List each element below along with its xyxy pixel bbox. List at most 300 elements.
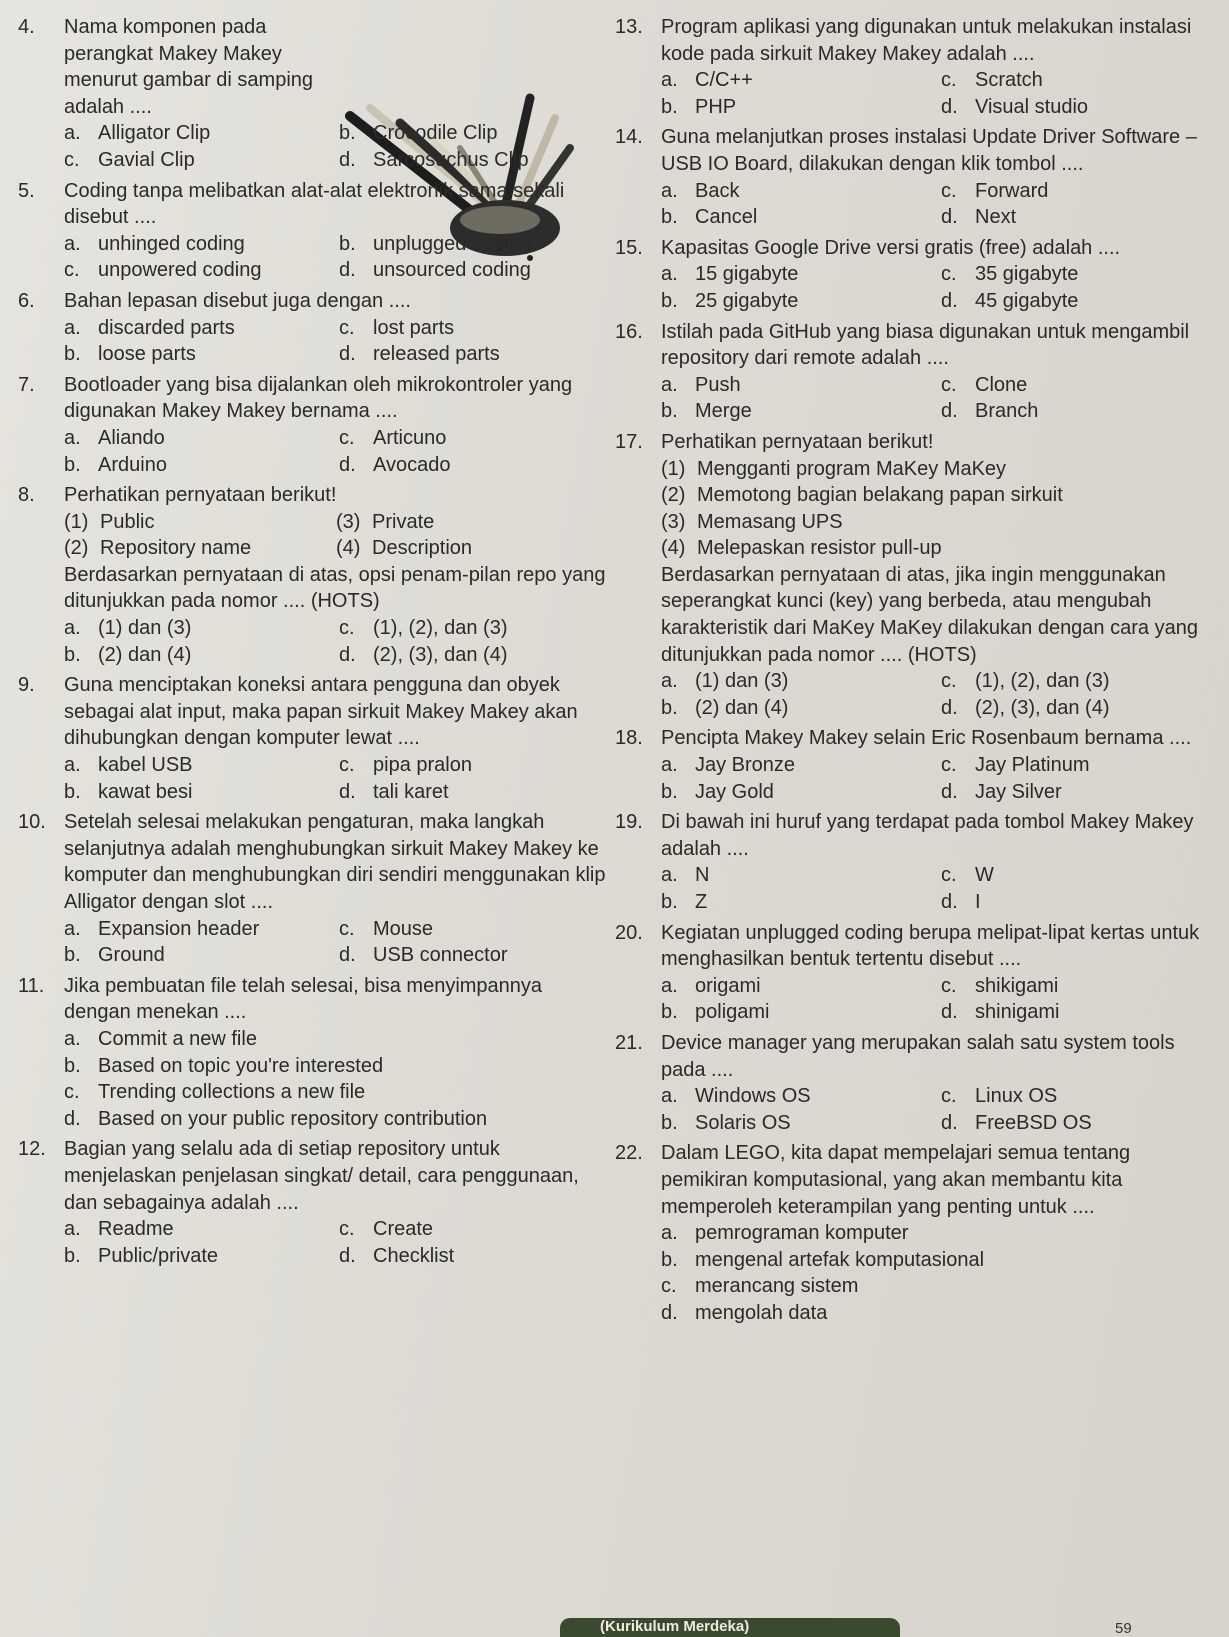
option-text: Crocodile Clip — [373, 122, 498, 145]
option-letter: b. — [64, 453, 81, 476]
answer-option — [339, 642, 608, 669]
question-item — [615, 319, 1215, 425]
option-list — [661, 67, 1215, 120]
answer-option — [661, 204, 935, 231]
option-text: Mouse — [373, 917, 434, 940]
statement-text: Memotong bagian belakang papan sirkuit — [697, 484, 1063, 507]
option-letter: a. — [661, 1085, 678, 1108]
option-text: Merge — [695, 400, 752, 423]
answer-option — [339, 147, 608, 174]
option-list — [64, 315, 608, 368]
option-letter: b. — [339, 232, 356, 255]
statement-number: (4) — [661, 537, 686, 560]
question-number: 10. — [18, 811, 46, 834]
option-text: (2) dan (4) — [695, 696, 789, 719]
option-list — [661, 1220, 1215, 1326]
question-stem: Perhatikan pernyataan berikut! — [661, 430, 934, 453]
answer-option — [661, 1273, 1215, 1300]
option-letter: d. — [941, 891, 958, 913]
option-text: C/C++ — [695, 69, 753, 92]
answer-option — [661, 999, 935, 1026]
question-number: 21. — [615, 1031, 643, 1054]
statement-number: (2) — [64, 537, 89, 560]
answer-option — [339, 942, 608, 969]
statement-number: (3) — [336, 510, 361, 533]
question-stem: Kegiatan unplugged coding berupa melipat-lipat kertas untuk menghasilkan bentuk tertentu disebut .... — [661, 921, 1200, 971]
option-text: Ground — [98, 944, 165, 967]
question-stem: Coding tanpa melibatkan alat-alat elektronik sama sekali disebut .... — [64, 179, 565, 229]
option-letter: d. — [941, 1111, 958, 1134]
question-number: 6. — [18, 289, 35, 312]
answer-option — [661, 261, 935, 288]
option-text: Z — [695, 891, 708, 913]
option-text: 15 gigabyte — [695, 263, 799, 286]
question-number: 11. — [18, 974, 45, 997]
option-letter: c. — [339, 617, 355, 640]
statement-text: Public — [100, 510, 155, 533]
option-text: Push — [695, 373, 741, 396]
question-stem: Guna melanjutkan proses instalasi Update Driver Software – USB IO Board, dilakukan dengan klik tombol .... — [661, 126, 1197, 175]
option-letter: d. — [941, 95, 958, 118]
option-text: shinigami — [975, 1001, 1060, 1024]
answer-option — [661, 668, 935, 695]
option-text: Scratch — [975, 69, 1043, 92]
option-letter: d. — [941, 696, 958, 719]
question-item — [615, 809, 1215, 915]
option-letter: d. — [339, 148, 356, 171]
answer-option — [661, 1220, 1215, 1247]
option-letter: d. — [339, 944, 356, 967]
answer-option — [64, 341, 333, 368]
option-letter: d. — [339, 259, 356, 282]
statement-item — [661, 509, 1215, 536]
question-stem: Dalam LEGO, kita dapat mempelajari semua tentang pemikiran komputasional, yang akan membantu kita memperoleh keterampilan yang penting untuk .... — [661, 1142, 1131, 1218]
question-stem: Bahan lepasan disebut juga dengan .... — [64, 289, 411, 312]
question-number: 17. — [615, 430, 643, 453]
question-stem: Setelah selesai melakukan pengaturan, maka langkah selanjutnya adalah menghubungkan sirkuit Makey Makey ke komputer dan menghubungkan diri sendiri menggunakan klip Alligator dengan slot .... — [64, 811, 606, 913]
option-text: Based on your public repository contribution — [98, 1107, 488, 1130]
option-letter: b. — [661, 696, 678, 719]
option-text: W — [975, 864, 994, 887]
option-letter: b. — [661, 1111, 678, 1134]
answer-option — [941, 204, 1215, 231]
option-list — [64, 231, 608, 284]
question-number: 12. — [18, 1138, 46, 1161]
option-text: USB connector — [373, 944, 508, 967]
option-text: (1) dan (3) — [695, 670, 789, 693]
option-letter: b. — [64, 1244, 81, 1267]
answer-option — [64, 1243, 333, 1270]
option-text: (1), (2), dan (3) — [975, 670, 1110, 693]
answer-option — [64, 147, 333, 174]
option-list — [64, 425, 608, 478]
option-letter: c. — [661, 1275, 677, 1298]
option-text: Expansion header — [98, 917, 260, 940]
statement-text: Memasang UPS — [697, 510, 843, 533]
option-text: poligami — [695, 1001, 770, 1024]
option-letter: b. — [661, 206, 678, 229]
option-letter: a. — [661, 373, 678, 396]
answer-option — [661, 288, 935, 315]
statement-number: (3) — [661, 510, 686, 533]
option-text: Arduino — [98, 453, 167, 476]
option-letter: a. — [661, 754, 678, 777]
option-list — [64, 1026, 608, 1132]
answer-option — [64, 642, 333, 669]
statement-text: Melepaskan resistor pull-up — [697, 537, 942, 560]
option-text: mengenal artefak komputasional — [695, 1248, 985, 1271]
option-letter: a. — [64, 122, 81, 145]
option-list — [64, 120, 608, 173]
answer-option — [64, 257, 333, 284]
option-list — [661, 178, 1215, 231]
option-text: Jay Bronze — [695, 754, 796, 777]
answer-option — [64, 916, 333, 943]
answer-option — [941, 178, 1215, 205]
option-text: Sarcosuchus Clip — [373, 148, 529, 171]
answer-option — [339, 452, 608, 479]
option-text: Next — [975, 206, 1017, 229]
option-text: Jay Gold — [695, 780, 774, 803]
answer-option — [339, 120, 608, 147]
question-stem: Nama komponen pada perangkat Makey Makey menurut gambar di samping adalah .... — [64, 16, 314, 118]
option-letter: a. — [64, 754, 81, 777]
option-list — [661, 668, 1215, 721]
option-text: 35 gigabyte — [975, 263, 1079, 286]
question-stem-continued: Berdasarkan pernyataan di atas, jika ingin menggunakan seperangkat kunci (key) yang berbeda, atau mengubah karakteristik dari MaKey MaKey dilakukan dengan cara yang ditunjukkan pada nomor .... (HOTS) — [661, 563, 1198, 666]
option-letter: d. — [941, 289, 958, 312]
answer-option — [64, 942, 333, 969]
option-list — [64, 615, 608, 668]
option-letter: c. — [64, 1081, 80, 1104]
question-number: 19. — [615, 811, 643, 834]
option-letter: d. — [339, 1244, 356, 1267]
answer-option — [941, 288, 1215, 315]
question-number: 14. — [615, 126, 643, 149]
question-item — [615, 1030, 1215, 1136]
answer-option — [661, 1247, 1215, 1274]
option-text: released parts — [373, 343, 500, 366]
statement-item — [661, 535, 1215, 562]
option-text: Trending collections a new file — [98, 1081, 366, 1104]
answer-option — [64, 1216, 333, 1243]
option-letter: a. — [661, 864, 678, 887]
option-text: Cancel — [695, 206, 758, 229]
statement-item — [336, 535, 608, 562]
option-letter: d. — [339, 453, 356, 476]
option-letter: b. — [339, 122, 356, 145]
answer-option — [339, 1243, 608, 1270]
option-letter: b. — [64, 643, 81, 666]
answer-option — [64, 779, 333, 806]
option-text: origami — [695, 974, 761, 997]
option-text: Avocado — [373, 453, 451, 476]
option-letter: b. — [661, 780, 678, 803]
option-text: Readme — [98, 1218, 174, 1241]
option-text: Clone — [975, 373, 1028, 396]
option-text: Back — [695, 179, 740, 202]
question-item — [18, 288, 608, 368]
option-letter: c. — [941, 69, 957, 92]
question-stem: Perhatikan pernyataan berikut! — [64, 484, 337, 507]
option-text: I — [975, 891, 981, 913]
option-letter: d. — [339, 780, 356, 803]
answer-option — [661, 1110, 935, 1137]
option-text: Checklist — [373, 1244, 455, 1267]
question-item — [615, 1140, 1215, 1326]
answer-option — [661, 398, 935, 425]
answer-option — [339, 425, 608, 452]
answer-option — [941, 1083, 1215, 1110]
option-text: loose parts — [98, 343, 196, 366]
option-text: (2) dan (4) — [98, 643, 192, 666]
answer-option — [339, 341, 608, 368]
answer-option — [941, 67, 1215, 94]
option-letter: a. — [64, 232, 81, 255]
option-letter: a. — [661, 179, 678, 202]
answer-option — [661, 372, 935, 399]
question-item — [615, 124, 1215, 230]
option-text: Windows OS — [695, 1085, 811, 1108]
option-text: tali karet — [373, 780, 449, 803]
option-text: kawat besi — [98, 780, 193, 803]
statement-text: Mengganti program MaKey MaKey — [697, 457, 1007, 480]
question-item — [615, 14, 1215, 120]
statement-number: (4) — [336, 537, 361, 560]
option-letter: b. — [661, 289, 678, 312]
option-letter: a. — [661, 974, 678, 997]
question-item — [615, 920, 1215, 1026]
option-letter: c. — [64, 259, 80, 282]
option-text: Forward — [975, 179, 1049, 202]
question-stem: Bootloader yang bisa dijalankan oleh mikrokontroler yang digunakan Makey Makey bernama .... — [64, 373, 573, 423]
answer-option — [941, 668, 1215, 695]
statement-item — [336, 509, 608, 536]
question-item — [18, 372, 608, 478]
option-list — [64, 916, 608, 969]
option-letter: c. — [941, 754, 957, 777]
answer-option — [64, 425, 333, 452]
answer-option — [941, 695, 1215, 722]
question-gap — [18, 1269, 608, 1273]
answer-option — [339, 257, 608, 284]
answer-option — [941, 889, 1215, 916]
page-number: 59 — [1115, 1620, 1132, 1637]
option-letter: c. — [941, 670, 957, 693]
answer-option — [941, 752, 1215, 779]
option-list — [661, 752, 1215, 805]
option-letter: c. — [941, 263, 957, 286]
answer-option — [941, 862, 1215, 889]
answer-option — [941, 398, 1215, 425]
option-text: Articuno — [373, 426, 447, 449]
option-text: unplugged coding — [373, 232, 531, 255]
option-list — [661, 1083, 1215, 1136]
question-number: 9. — [18, 674, 35, 697]
statement-item — [661, 456, 1215, 483]
question-stem: Guna menciptakan koneksi antara pengguna dan obyek sebagai alat input, maka papan sirkuit Makey Makey akan dihubungkan dengan komputer lewat .... — [64, 674, 578, 750]
option-letter: b. — [661, 400, 678, 423]
answer-option — [661, 67, 935, 94]
left-column — [18, 14, 608, 1273]
answer-option — [339, 615, 608, 642]
option-list — [661, 372, 1215, 425]
option-letter: b. — [661, 1248, 678, 1271]
statement-item — [64, 509, 336, 536]
option-text: kabel USB — [98, 754, 193, 777]
option-text: Solaris OS — [695, 1111, 791, 1134]
option-text: Commit a new file — [98, 1027, 257, 1050]
answer-option — [339, 752, 608, 779]
question-number: 18. — [615, 727, 643, 750]
option-letter: c. — [941, 373, 957, 396]
option-text: unhinged coding — [98, 232, 245, 255]
question-stem-continued: Berdasarkan pernyataan di atas, opsi penam-pilan repo yang ditunjukkan pada nomor .... (HOTS) — [64, 563, 606, 613]
answer-option — [64, 1106, 608, 1133]
option-letter: c. — [339, 1218, 355, 1241]
option-letter: a. — [661, 263, 678, 286]
curriculum-banner-text: (Kurikulum Merdeka) — [600, 1618, 750, 1635]
option-list — [64, 752, 608, 805]
question-stem: Program aplikasi yang digunakan untuk melakukan instalasi kode pada sirkuit Makey Makey adalah .... — [661, 16, 1192, 65]
option-letter: b. — [661, 891, 678, 913]
option-text: 25 gigabyte — [695, 289, 799, 312]
question-number: 7. — [18, 373, 35, 396]
option-text: pemrograman komputer — [695, 1222, 909, 1245]
option-letter: a. — [64, 426, 81, 449]
answer-option — [941, 372, 1215, 399]
option-letter: a. — [64, 917, 81, 940]
option-letter: d. — [941, 400, 958, 423]
option-letter: d. — [941, 1001, 958, 1024]
answer-option — [941, 973, 1215, 1000]
option-text: pipa pralon — [373, 754, 472, 777]
answer-option — [661, 752, 935, 779]
question-number: 22. — [615, 1142, 643, 1165]
option-text: FreeBSD OS — [975, 1111, 1092, 1134]
answer-option — [64, 120, 333, 147]
option-text: (2), (3), dan (4) — [975, 696, 1110, 719]
statement-number: (2) — [661, 484, 686, 507]
answer-option — [64, 752, 333, 779]
question-number: 4. — [18, 16, 35, 38]
answer-option — [661, 94, 935, 121]
question-stem: Device manager yang merupakan salah satu system tools pada .... — [661, 1031, 1175, 1081]
option-text: (2), (3), dan (4) — [373, 643, 508, 666]
answer-option — [661, 779, 935, 806]
statement-text: Repository name — [100, 537, 252, 560]
answer-option — [64, 1079, 608, 1106]
answer-option — [64, 1026, 608, 1053]
question-gap — [615, 1327, 1215, 1331]
option-text: mengolah data — [695, 1301, 828, 1324]
option-text: merancang sistem — [695, 1275, 859, 1298]
statement-list — [64, 509, 608, 562]
question-item — [18, 178, 608, 284]
answer-option — [339, 1216, 608, 1243]
question-item — [615, 725, 1215, 805]
question-number: 13. — [615, 16, 643, 38]
option-list — [64, 1216, 608, 1269]
answer-option — [339, 916, 608, 943]
option-text: Alligator Clip — [98, 122, 211, 145]
option-text: PHP — [695, 95, 737, 118]
option-letter: a. — [64, 1218, 81, 1241]
option-letter: b. — [661, 95, 678, 118]
question-item — [18, 14, 608, 174]
option-letter: c. — [941, 864, 957, 887]
option-letter: c. — [339, 426, 355, 449]
answer-option — [64, 452, 333, 479]
option-text: Create — [373, 1218, 434, 1241]
option-text: Aliando — [98, 426, 165, 449]
option-text: Gavial Clip — [98, 148, 195, 171]
answer-option — [661, 178, 935, 205]
question-item — [615, 235, 1215, 315]
option-letter: a. — [64, 1027, 81, 1050]
option-text: discarded parts — [98, 316, 235, 339]
option-letter: a. — [64, 316, 81, 339]
option-letter: b. — [64, 780, 81, 803]
statement-text: Description — [372, 537, 473, 560]
option-letter: d. — [339, 343, 356, 366]
option-letter: d. — [64, 1107, 81, 1130]
statement-item — [661, 482, 1215, 509]
question-item — [18, 1136, 608, 1269]
option-text: Branch — [975, 400, 1039, 423]
question-number: 15. — [615, 236, 643, 259]
option-letter: a. — [64, 617, 81, 640]
question-stem: Bagian yang selalu ada di setiap repository untuk menjelaskan penjelasan singkat/ detail, cara penggunaan, dan sebagainya adalah .... — [64, 1138, 579, 1214]
answer-option — [941, 94, 1215, 121]
option-text: Visual studio — [975, 95, 1089, 118]
option-letter: c. — [64, 148, 80, 171]
question-number: 20. — [615, 921, 643, 944]
option-letter: c. — [941, 179, 957, 202]
question-item — [18, 482, 608, 668]
option-text: lost parts — [373, 316, 455, 339]
option-letter: b. — [661, 1001, 678, 1024]
answer-option — [64, 315, 333, 342]
option-text: Linux OS — [975, 1085, 1058, 1108]
question-item — [615, 429, 1215, 722]
option-list — [661, 261, 1215, 314]
option-text: unpowered coding — [98, 259, 262, 282]
option-letter: a. — [661, 1222, 678, 1245]
answer-option — [941, 779, 1215, 806]
question-stem: Istilah pada GitHub yang biasa digunakan untuk mengambil repository dari remote adalah .... — [661, 320, 1190, 370]
answer-option — [661, 889, 935, 916]
answer-option — [64, 615, 333, 642]
option-letter: d. — [339, 643, 356, 666]
question-item — [18, 809, 608, 969]
answer-option — [339, 231, 608, 258]
answer-option — [64, 231, 333, 258]
option-letter: b. — [64, 343, 81, 366]
option-text: (1) dan (3) — [98, 617, 192, 640]
right-column — [615, 14, 1215, 1331]
question-number: 5. — [18, 179, 35, 202]
option-list — [661, 973, 1215, 1026]
answer-option — [661, 1300, 1215, 1327]
question-stem: Pencipta Makey Makey selain Eric Rosenbaum bernama .... — [661, 727, 1192, 750]
question-stem: Kapasitas Google Drive versi gratis (free) adalah .... — [661, 236, 1121, 259]
option-letter: d. — [941, 780, 958, 803]
option-text: N — [695, 864, 710, 887]
answer-option — [339, 779, 608, 806]
question-stem: Jika pembuatan file telah selesai, bisa menyimpannya dengan menekan .... — [64, 974, 543, 1024]
statement-item — [64, 535, 336, 562]
